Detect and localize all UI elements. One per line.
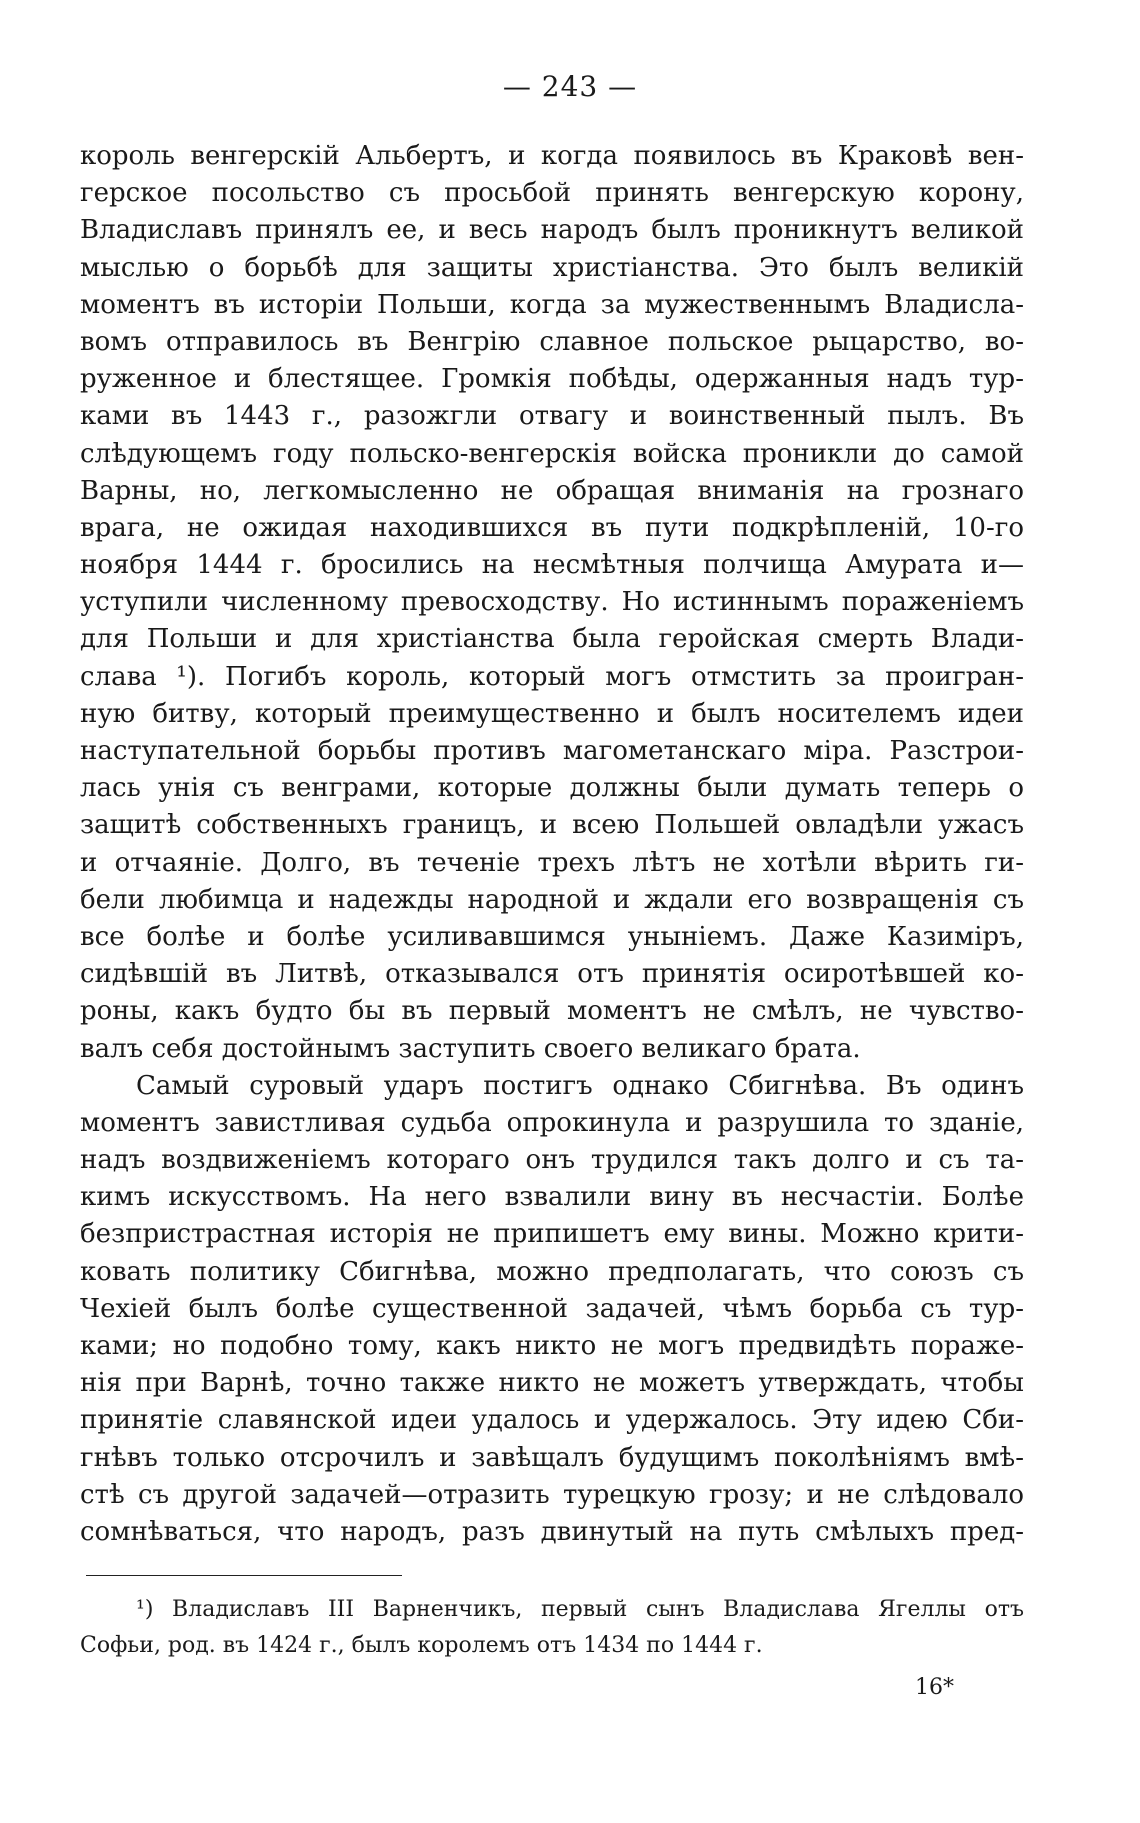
text-line: Чехіей былъ болѣе существенной задачей, чѣмъ борьба съ тур- (80, 1293, 1024, 1324)
text-line: роны, какъ будто бы въ первый моментъ не смѣлъ, не чувство- (80, 996, 1024, 1027)
text-line: стѣ съ другой задачей—отразить турецкую грозу; и не слѣдовало (80, 1479, 1024, 1510)
text-line: Варны, но, легкомысленно не обращая вниманія на грознаго (80, 475, 1024, 506)
body-text (80, 138, 1024, 1551)
text-line: ками въ 1443 г., разожгли отвагу и воинственный пылъ. Въ (80, 401, 1024, 432)
text-line: герское посольство съ просьбой принять венгерскую корону, (80, 178, 1024, 209)
footnote-line: Софьи, род. въ 1424 г., былъ королемъ отъ 1434 по 1444 г. (80, 1633, 763, 1658)
text-line: мыслью о борьбѣ для защиты христіанства. Это былъ великій (80, 252, 1024, 283)
text-line: слѣдующемъ году польско-венгерскія войска проникли до самой (80, 438, 1024, 469)
text-line: слава ¹). Погибъ король, который могъ отмстить за проигран- (80, 661, 1024, 692)
text-line: защитѣ собственныхъ границъ, и всею Польшей овладѣли ужасъ (80, 810, 1024, 841)
text-line: надъ воздвиженіемъ котораго онъ трудился такъ долго и съ та- (80, 1145, 1024, 1176)
text-line: ками; но подобно тому, какъ никто не могъ предвидѣть пораже- (80, 1331, 1024, 1361)
text-line: ноября 1444 г. бросились на несмѣтныя полчища Амурата и— (80, 550, 1024, 581)
text-line: король венгерскій Альбертъ, и когда появилось въ Краковѣ вен- (80, 141, 1024, 171)
text-line: принятіе славянской идеи удалось и удержалось. Эту идею Сби- (80, 1405, 1024, 1436)
text-line: валъ себя достойнымъ заступить своего великаго брата. (80, 1033, 861, 1064)
text-line: сидѣвшій въ Литвѣ, отказывался отъ принятія осиротѣвшей ко- (80, 959, 1024, 990)
text-line: ную битву, который преимущественно и былъ носителемъ идеи (80, 698, 1024, 729)
text-line: кимъ искусствомъ. На него взвалили вину въ несчастіи. Болѣе (80, 1182, 1024, 1213)
page-number: — 243 — (502, 70, 638, 103)
footnote-divider (86, 1575, 402, 1576)
footnote (80, 1592, 1024, 1664)
text-line: гнѣвъ только отсрочилъ и завѣщалъ будущимъ поколѣніямъ вмѣ- (80, 1442, 1024, 1473)
footnote-line: ¹) Владиславъ III Варненчикъ, первый сынъ Владислава Ягеллы отъ (136, 1597, 1024, 1622)
text-line: лась унія съ венграми, которые должны были думать теперь о (80, 773, 1024, 804)
text-line: ковать политику Сбигнѣва, можно предполагать, что союзъ съ (80, 1256, 1024, 1287)
text-line: наступательной борьбы противъ магометанскаго міра. Разстрои- (80, 736, 1024, 766)
text-line: все болѣе и болѣе усиливавшимся уныніемъ. Даже Казиміръ, (80, 921, 1024, 952)
text-line: нія при Варнѣ, точно также никто не можетъ утверждать, чтобы (80, 1368, 1024, 1399)
text-line: для Польши и для христіанства была геройская смерть Влади- (80, 624, 1024, 655)
text-line: моментъ въ исторіи Польши, когда за мужественнымъ Владисла- (80, 289, 1024, 320)
text-line: уступили численному превосходству. Но истиннымъ пораженіемъ (80, 587, 1024, 618)
paragraph-start-line: Самый суровый ударъ постигъ однако Сбигнѣва. Въ одинъ (136, 1070, 1024, 1101)
printer-signature-mark: 16* (915, 1675, 954, 1700)
text-line: сомнѣваться, что народъ, разъ двинутый на путь смѣлыхъ пред- (80, 1516, 1024, 1547)
text-line: врага, не ожидая находившихся въ пути подкрѣпленій, 10-го (80, 512, 1024, 543)
text-line: бели любимца и надежды народной и ждали его возвращенія съ (80, 884, 1024, 915)
text-line: Владиславъ принялъ ее, и весь народъ былъ проникнутъ великой (80, 215, 1024, 246)
text-line: и отчаяніе. Долго, въ теченіе трехъ лѣтъ не хотѣли вѣрить ги- (80, 847, 1024, 878)
text-line: вомъ отправилось въ Венгрію славное польское рыцарство, во- (80, 326, 1024, 357)
text-line: безпристрастная исторія не припишетъ ему вины. Можно крити- (80, 1219, 1024, 1250)
text-line: руженное и блестящее. Громкія побѣды, одержанныя надъ тур- (80, 364, 1024, 395)
text-line: моментъ завистливая судьба опрокинула и разрушила то зданіе, (80, 1107, 1024, 1138)
